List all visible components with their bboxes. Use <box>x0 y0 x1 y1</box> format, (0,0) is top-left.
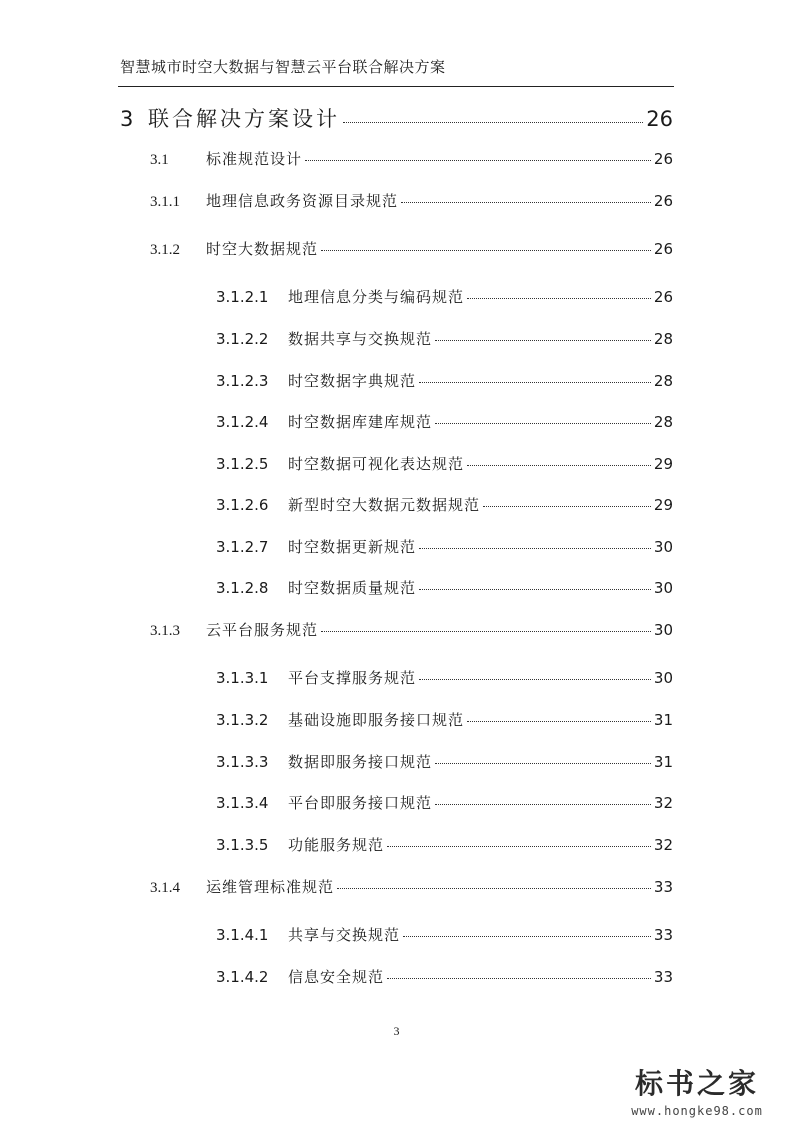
toc-entry-page: 31 <box>653 711 673 729</box>
toc-entry-number: 3.1.2.2 <box>216 330 269 348</box>
toc-entry-page: 29 <box>653 496 673 514</box>
toc-leader-dots <box>467 298 651 299</box>
toc-entry-page: 28 <box>653 413 673 431</box>
toc-entry-page: 33 <box>653 878 673 896</box>
toc-entry[interactable] <box>216 966 673 988</box>
toc-leader-dots <box>305 160 651 161</box>
toc-entry-number: 3.1.3.4 <box>216 794 269 812</box>
toc-entry[interactable] <box>216 370 673 392</box>
toc-entry-page: 30 <box>653 579 673 597</box>
toc-entry-page: 32 <box>653 836 673 854</box>
toc-entry[interactable] <box>216 286 673 308</box>
toc-leader-dots <box>483 506 651 507</box>
toc-entry-page: 28 <box>653 372 673 390</box>
toc-leader-dots <box>321 631 651 632</box>
toc-entry-number: 3.1.2.1 <box>216 288 269 306</box>
watermark-logo <box>617 1062 777 1118</box>
toc-entry-title: 运维管理标准规范 <box>206 878 335 896</box>
toc-leader-dots <box>435 763 651 764</box>
toc-entry-number: 3.1.2 <box>150 242 180 258</box>
toc-entry[interactable] <box>216 667 673 689</box>
toc-entry-page: 31 <box>653 753 673 771</box>
toc-entry-number: 3.1.2.5 <box>216 455 269 473</box>
toc-entry-page: 28 <box>653 330 673 348</box>
toc-leader-dots <box>435 804 651 805</box>
toc-leader-dots <box>321 250 651 251</box>
toc-leader-dots <box>387 978 651 979</box>
toc-leader-dots <box>435 340 651 341</box>
toc-entry-number: 3.1.3.5 <box>216 836 269 854</box>
toc-leader-dots <box>401 202 651 203</box>
toc-entry-title: 平台即服务接口规范 <box>288 794 433 812</box>
toc-leader-dots <box>387 846 651 847</box>
toc-entry-page: 33 <box>653 968 673 986</box>
toc-entry-number: 3 <box>120 107 134 131</box>
toc-entry-title: 信息安全规范 <box>288 968 385 986</box>
toc-entry-number: 3.1.3 <box>150 623 180 639</box>
toc-entry-title: 平台支撑服务规范 <box>288 669 417 687</box>
toc-leader-dots <box>419 679 651 680</box>
toc-entry-title: 云平台服务规范 <box>206 621 319 639</box>
toc-entry-page: 29 <box>653 455 673 473</box>
toc-entry-number: 3.1.2.6 <box>216 496 269 514</box>
toc-entry-page: 30 <box>653 621 673 639</box>
toc-entry-page: 26 <box>646 107 673 131</box>
toc-entry-page: 33 <box>653 926 673 944</box>
toc-leader-dots <box>419 589 651 590</box>
toc-entry-page: 26 <box>653 192 673 210</box>
toc-leader-dots <box>467 465 651 466</box>
toc-entry-title: 地理信息分类与编码规范 <box>288 288 465 306</box>
toc-entry[interactable] <box>216 536 673 558</box>
toc-leader-dots <box>343 122 643 123</box>
toc-entry[interactable] <box>216 453 673 475</box>
toc-entry-page: 32 <box>653 794 673 812</box>
toc-entry-title: 联合解决方案设计 <box>148 107 340 131</box>
toc-entry-number: 3.1.3.2 <box>216 711 269 729</box>
toc-entry[interactable] <box>150 238 673 260</box>
toc-entry-title: 时空数据更新规范 <box>288 538 417 556</box>
toc-entry[interactable] <box>216 328 673 350</box>
toc-entry-title: 新型时空大数据元数据规范 <box>288 496 481 514</box>
toc-entry-title: 标准规范设计 <box>206 150 303 168</box>
toc-entry-number: 3.1.2.3 <box>216 372 269 390</box>
toc-leader-dots <box>419 382 651 383</box>
toc-entry-title: 地理信息政务资源目录规范 <box>206 192 399 210</box>
toc-entry[interactable] <box>216 792 673 814</box>
toc-entry[interactable] <box>216 709 673 731</box>
toc-entry-number: 3.1.4.2 <box>216 968 269 986</box>
toc-entry-title: 时空数据可视化表达规范 <box>288 455 465 473</box>
toc-leader-dots <box>435 423 651 424</box>
watermark-name: 标书之家 <box>634 1067 759 1100</box>
toc-entry-title: 数据即服务接口规范 <box>288 753 433 771</box>
toc-entry-number: 3.1.2.7 <box>216 538 269 556</box>
toc-entry[interactable] <box>120 103 673 133</box>
toc-entry[interactable] <box>150 619 673 641</box>
toc-entry[interactable] <box>216 577 673 599</box>
toc-entry-title: 时空大数据规范 <box>206 240 319 258</box>
toc-entry[interactable] <box>216 834 673 856</box>
toc-entry-number: 3.1.4.1 <box>216 926 269 944</box>
toc-entry-title: 时空数据库建库规范 <box>288 413 433 431</box>
toc-entry-page: 26 <box>653 240 673 258</box>
toc-leader-dots <box>403 936 651 937</box>
document-header-title: 智慧城市时空大数据与智慧云平台联合解决方案 <box>120 58 446 76</box>
watermark-url: www.hongke98.com <box>631 1104 763 1118</box>
toc-entry[interactable] <box>216 494 673 516</box>
toc-leader-dots <box>337 888 651 889</box>
toc-entry-title: 数据共享与交换规范 <box>288 330 433 348</box>
toc-entry-number: 3.1.1 <box>150 194 180 210</box>
toc-entry[interactable] <box>150 190 673 212</box>
toc-entry[interactable] <box>216 751 673 773</box>
toc-entry-number: 3.1.2.4 <box>216 413 269 431</box>
toc-entry-title: 基础设施即服务接口规范 <box>288 711 465 729</box>
toc-entry[interactable] <box>150 148 673 170</box>
toc-entry-page: 26 <box>653 288 673 306</box>
toc-leader-dots <box>467 721 651 722</box>
toc-entry-page: 26 <box>653 150 673 168</box>
toc-entry-number: 3.1.3.1 <box>216 669 269 687</box>
toc-entry-number: 3.1.3.3 <box>216 753 269 771</box>
toc-entry-number: 3.1.4 <box>150 880 180 896</box>
toc-entry-title: 时空数据字典规范 <box>288 372 417 390</box>
toc-entry-number: 3.1 <box>150 152 169 168</box>
page-number: 3 <box>393 1024 400 1038</box>
toc-entry-title: 功能服务规范 <box>288 836 385 854</box>
toc-entry-page: 30 <box>653 669 673 687</box>
toc-entry-title: 共享与交换规范 <box>288 926 401 944</box>
toc-entry[interactable] <box>150 876 673 898</box>
toc-entry-page: 30 <box>653 538 673 556</box>
toc-entry-number: 3.1.2.8 <box>216 579 269 597</box>
toc-entry-title: 时空数据质量规范 <box>288 579 417 597</box>
toc-entry[interactable] <box>216 411 673 433</box>
toc-leader-dots <box>419 548 651 549</box>
toc-entry[interactable] <box>216 924 673 946</box>
